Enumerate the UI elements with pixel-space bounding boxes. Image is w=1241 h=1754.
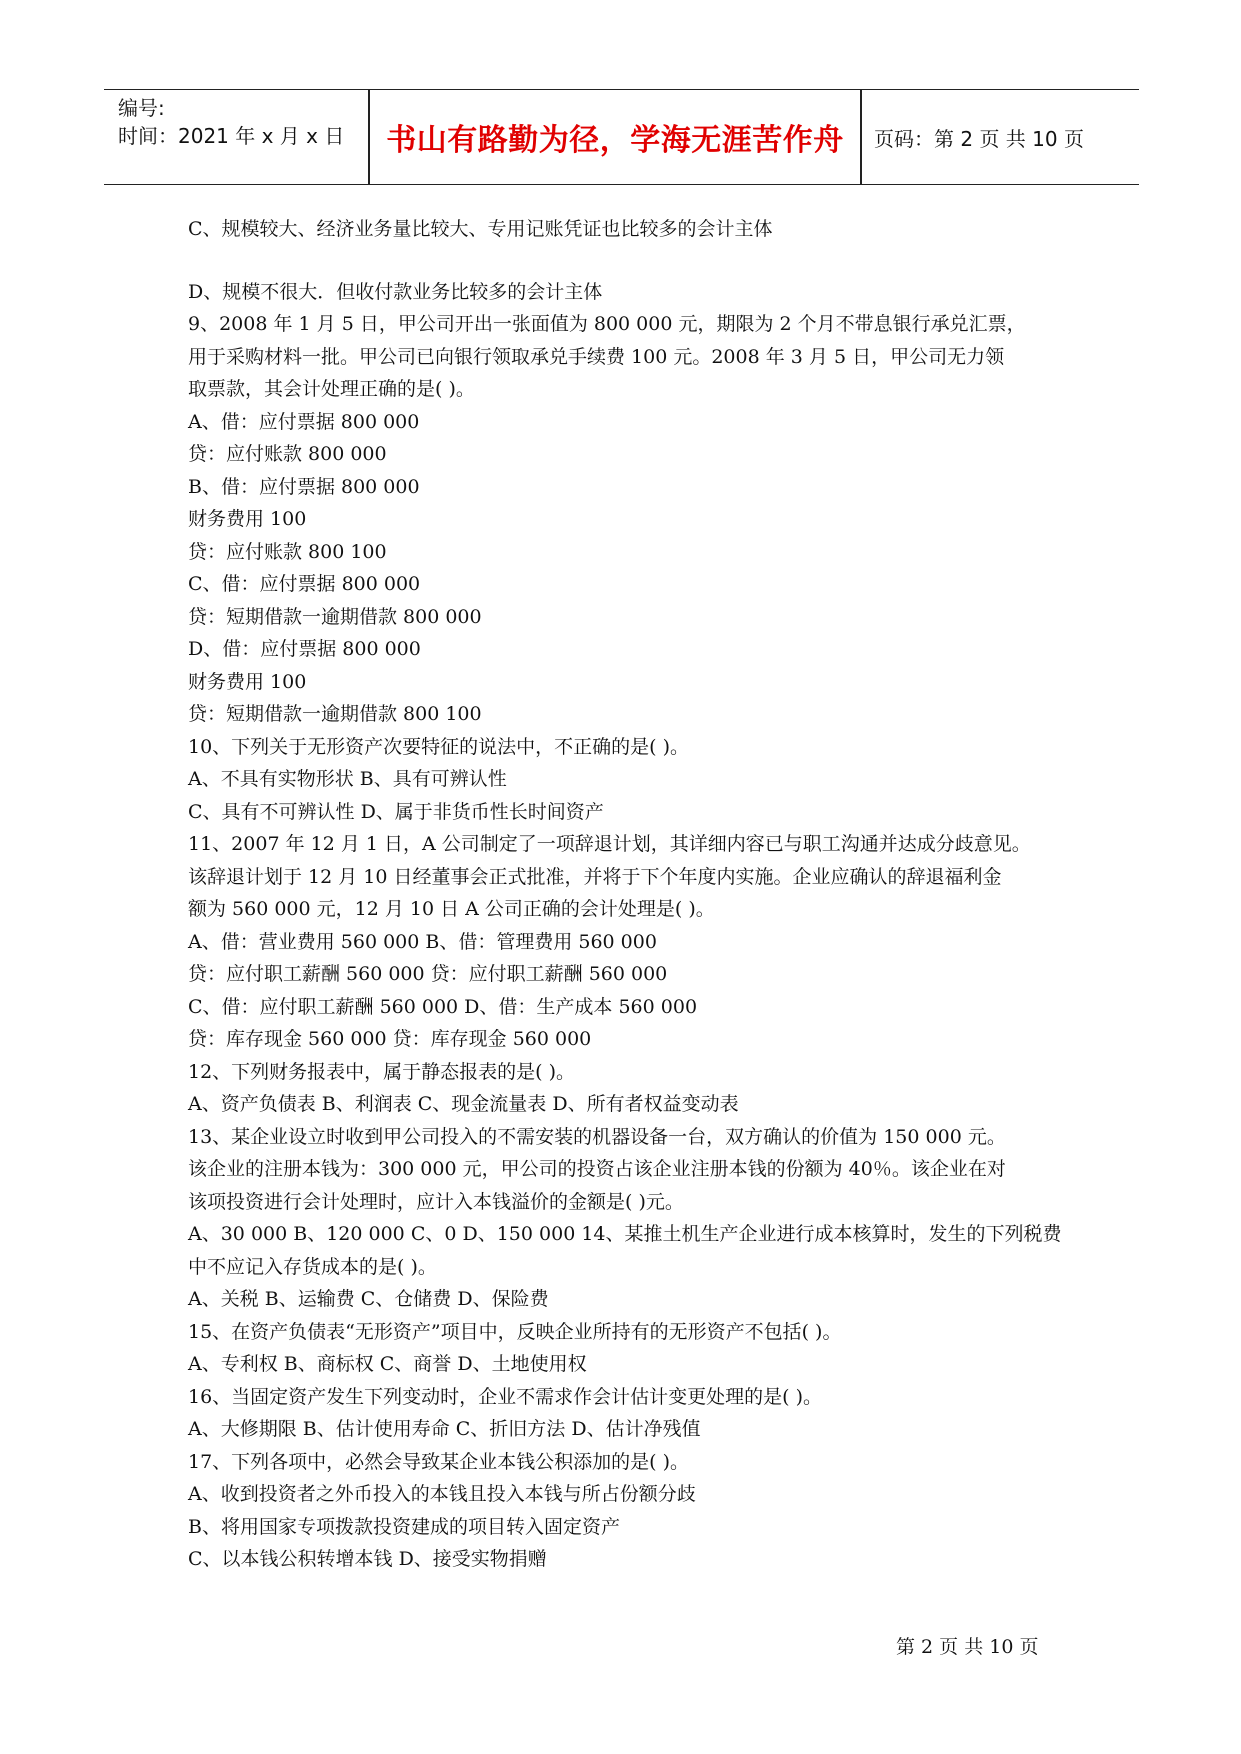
text-line: A、借：营业费用 560 000 B、借：管理费用 560 000 (188, 930, 657, 953)
document-number-label: 编号: (118, 96, 165, 120)
text-line: 贷：短期借款一逾期借款 800 000 (188, 605, 482, 628)
page-footer: 第 2 页 共 10 页 (896, 1636, 1039, 1658)
text-line: B、借：应付票据 800 000 (188, 475, 420, 498)
text-line: 贷：应付账款 800 100 (188, 540, 387, 563)
text-line: 该项投资进行会计处理时，应计入本钱溢价的金额是( )元。 (188, 1190, 684, 1213)
text-line: A、借：应付票据 800 000 (188, 410, 420, 433)
header-motto: 书山有路勤为径，学海无涯苦作舟 (386, 123, 844, 158)
page-header (104, 89, 1139, 185)
text-line: 12、下列财务报表中，属于静态报表的是( )。 (188, 1060, 576, 1083)
text-line: C、借：应付职工薪酬 560 000 D、借：生产成本 560 000 (188, 995, 698, 1018)
text-line: B、将用国家专项拨款投资建成的项目转入固定资产 (188, 1515, 620, 1538)
text-line: C、规模较大、经济业务量比较大、专用记账凭证也比较多的会计主体 (188, 218, 773, 240)
text-line: 该企业的注册本钱为：300 000 元，甲公司的投资占该企业注册本钱的份额为 40％。该企业在对 (188, 1158, 1006, 1180)
header-meta (118, 94, 358, 150)
text-line: A、收到投资者之外币投入的本钱且投入本钱与所占份额分歧 (188, 1483, 696, 1505)
body-top-lines (188, 213, 1078, 246)
text-line: 财务费用 100 (188, 670, 307, 693)
text-line: 贷：库存现金 560 000 贷：库存现金 560 000 (188, 1028, 592, 1050)
text-line: A、专利权 B、商标权 C、商誉 D、土地使用权 (188, 1353, 587, 1375)
text-line: 取票款，其会计处理正确的是( )。 (188, 378, 475, 400)
text-line: C、具有不可辨认性 D、属于非货币性长时间资产 (188, 800, 604, 823)
text-line: D、规模不很大．但收付款业务比较多的会计主体 (188, 280, 603, 303)
header-divider-right (860, 90, 862, 184)
text-line: 额为 560 000 元，12 月 10 日 A 公司正确的会计处理是( )。 (188, 898, 715, 920)
text-line: 9、2008 年 1 月 5 日，甲公司开出一张面值为 800 000 元，期限为 2 个月不带息银行承兑汇票， (188, 313, 1026, 335)
paragraph-gap (188, 246, 1078, 276)
text-line: A、30 000 B、120 000 C、0 D、150 000 14、某推土机生产企业进行成本核算时，发生的下列税费 (188, 1223, 1062, 1245)
text-line: 16、当固定资产发生下列变动时，企业不需求作会计估计变更处理的是( )。 (188, 1385, 823, 1408)
text-line: 15、在资产负债表“无形资产”项目中，反映企业所持有的无形资产不包括( )。 (188, 1320, 842, 1343)
text-line: 贷：应付职工薪酬 560 000 贷：应付职工薪酬 560 000 (188, 963, 668, 985)
text-line: 10、下列关于无形资产次要特征的说法中，不正确的是( )。 (188, 735, 690, 758)
text-line: C、以本钱公积转增本钱 D、接受实物捐赠 (188, 1548, 547, 1570)
body-main-lines (188, 276, 1078, 1576)
document-body (188, 213, 1078, 1576)
text-line: 财务费用 100 (188, 508, 307, 530)
text-line: 贷：应付账款 800 000 (188, 443, 387, 465)
text-line: 11、2007 年 12 月 1 日，A 公司制定了一项辞退计划，其详细内容已与职工沟通并达成分歧意见。 (188, 833, 1031, 855)
text-line: D、借：应付票据 800 000 (188, 638, 421, 660)
text-line: 17、下列各项中，必然会导致某企业本钱公积添加的是( )。 (188, 1450, 690, 1473)
text-line: A、资产负债表 B、利润表 C、现金流量表 D、所有者权益变动表 (188, 1093, 739, 1115)
header-page-label: 页码：第 2 页 共 10 页 (874, 126, 1084, 151)
text-line: A、不具有实物形状 B、具有可辨认性 (188, 768, 507, 790)
text-line: 贷：短期借款一逾期借款 800 100 (188, 703, 482, 725)
text-line: 中不应记入存货成本的是( )。 (188, 1255, 437, 1278)
text-line: 用于采购材料一批。甲公司已向银行领取承兑手续费 100 元。2008 年 3 月 5 日，甲公司无力领 (188, 345, 1005, 368)
text-line: 13、某企业设立时收到甲公司投入的不需安装的机器设备一台，双方确认的价值为 150 000 元。 (188, 1125, 1006, 1148)
text-line: 该辞退计划于 12 月 10 日经董事会正式批准，并将于下个年度内实施。企业应确认的辞退福利金 (188, 865, 1002, 888)
document-time-label: 时间：2021 年 x 月 x 日 (118, 124, 345, 148)
text-line: A、关税 B、运输费 C、仓储费 D、保险费 (188, 1288, 549, 1310)
text-line: C、借：应付票据 800 000 (188, 573, 421, 595)
text-line: A、大修期限 B、估计使用寿命 C、折旧方法 D、估计净残值 (188, 1418, 701, 1440)
